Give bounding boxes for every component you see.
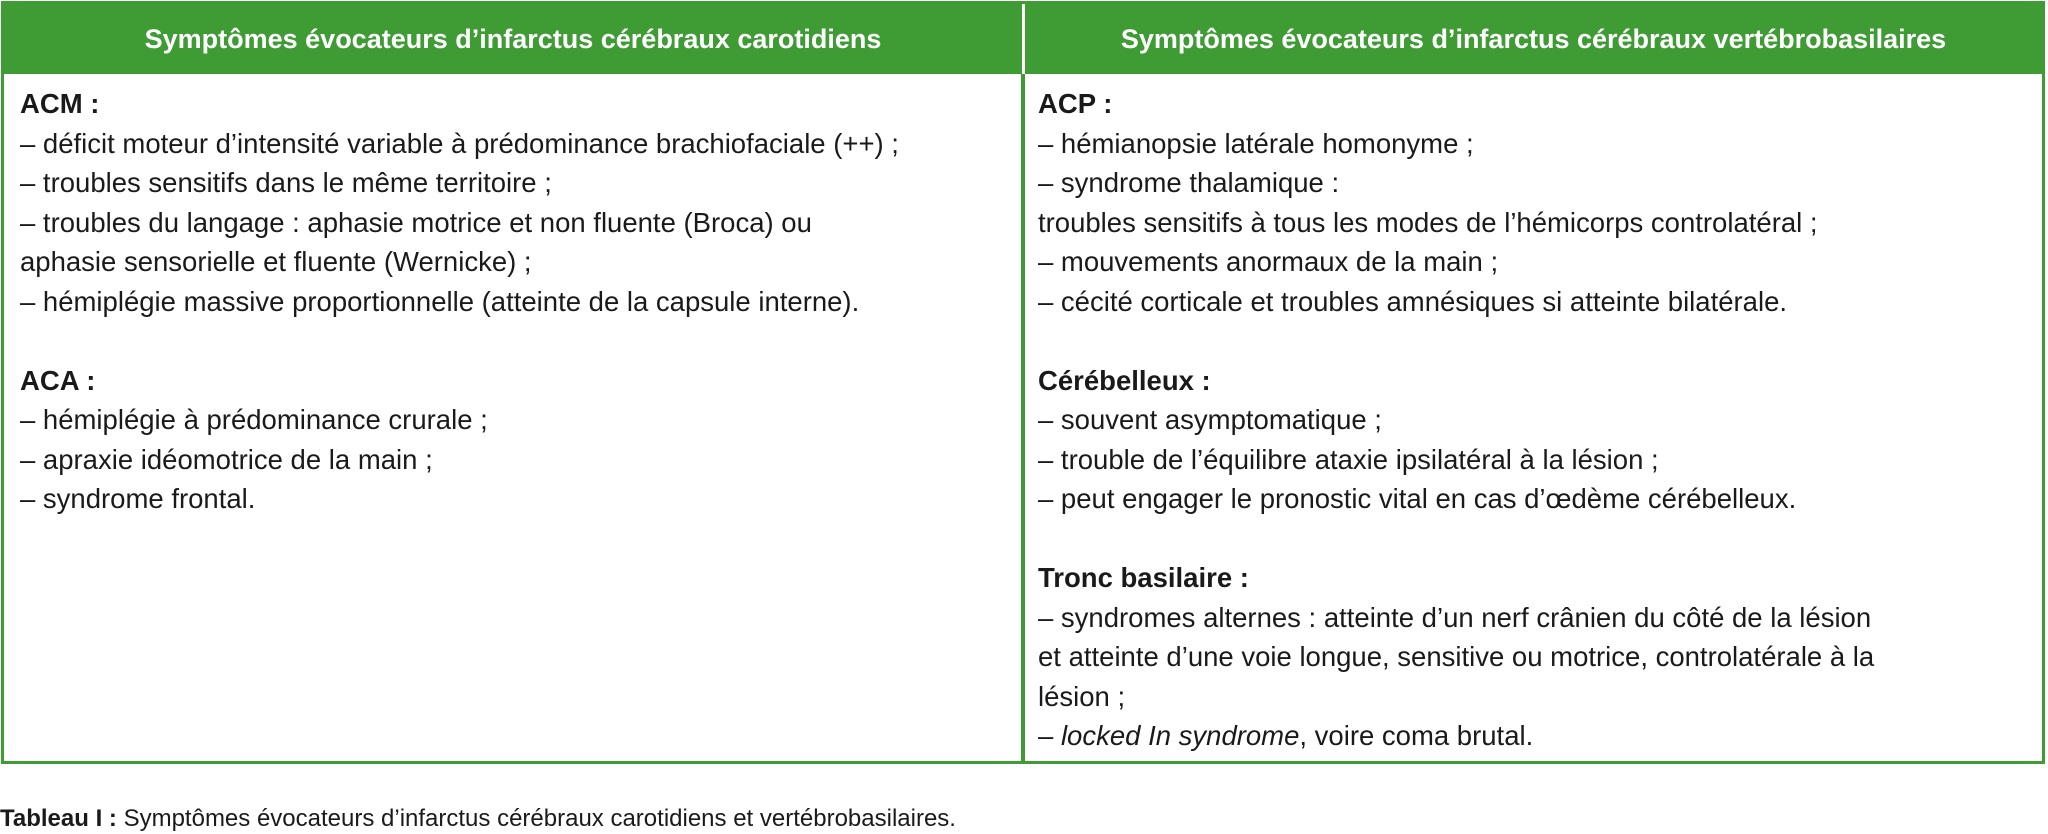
basilar-last-prefix: –: [1038, 720, 1061, 751]
locked-in-syndrome-term: locked In syndrome: [1060, 720, 1300, 751]
symptoms-table: [1, 1, 2045, 764]
aca-item: – syndrome frontal.: [20, 483, 256, 514]
carotid-cell: [4, 74, 1025, 761]
acm-title: ACM :: [20, 88, 100, 119]
acp-item: – mouvements anormaux de la main ;: [1038, 246, 1499, 277]
acp-item: troubles sensitifs à tous les modes de l’hémicorps controlatéral ;: [1038, 206, 1818, 238]
basilar-item: et atteinte d’une voie longue, sensitive ou motrice, controlatérale à la: [1038, 641, 1875, 672]
basilar-item: – syndromes alternes : atteinte d’un nerf crânien du côté de la lésion: [1038, 601, 1872, 633]
basilar-last-suffix: , voire coma brutal.: [1299, 720, 1534, 751]
cerebellar-item: – souvent asymptomatique ;: [1038, 404, 1382, 435]
aca-title: ACA :: [20, 364, 96, 396]
acp-item: – hémianopsie latérale homonyme ;: [1038, 127, 1474, 159]
aca-item: – apraxie idéomotrice de la main ;: [20, 443, 433, 475]
acm-item: aphasie sensorielle et fluente (Wernicke) ;: [20, 246, 532, 277]
acm-item: – hémiplégie massive proportionnelle (atteinte de la capsule interne).: [20, 285, 860, 317]
acp-item: – cécité corticale et troubles amnésiques si atteinte bilatérale.: [1038, 285, 1788, 317]
acp-title: ACP :: [1038, 88, 1113, 119]
acm-item: – déficit moteur d’intensité variable à prédominance brachiofaciale (++) ;: [20, 127, 899, 159]
aca-item: – hémiplégie à prédominance crurale ;: [20, 404, 488, 435]
table-caption: [0, 805, 956, 833]
vertebrobasilar-cell: [1025, 74, 2042, 761]
section-gap: [1038, 321, 2042, 361]
acm-item: – troubles du langage : aphasie motrice et non fluente (Broca) ou: [20, 206, 812, 238]
acm-item: – troubles sensitifs dans le même territoire ;: [20, 167, 552, 198]
acp-item: – syndrome thalamique :: [1038, 167, 1340, 198]
section-gap: [20, 321, 1021, 361]
basilar-item-locked-in: [1038, 716, 2042, 756]
header-carotid: Symptômes évocateurs d’infarctus cérébraux carotidiens: [4, 4, 1025, 74]
cerebellar-item: – trouble de l’équilibre ataxie ipsilatéral à la lésion ;: [1038, 443, 1659, 475]
caption-label: Tableau I :: [0, 805, 117, 832]
basilar-title: Tronc basilaire :: [1038, 562, 1249, 593]
caption-text: Symptômes évocateurs d’infarctus cérébraux carotidiens et vertébrobasilaires.: [123, 805, 956, 832]
basilar-item: lésion ;: [1038, 680, 1126, 712]
section-gap: [1038, 519, 2042, 559]
header-vertebrobasilar: Symptômes évocateurs d’infarctus cérébraux vertébrobasilaires: [1025, 4, 2042, 74]
cerebellar-item: – peut engager le pronostic vital en cas d’œdème cérébelleux.: [1038, 483, 1797, 514]
cerebellar-title: Cérébelleux :: [1038, 364, 1211, 396]
